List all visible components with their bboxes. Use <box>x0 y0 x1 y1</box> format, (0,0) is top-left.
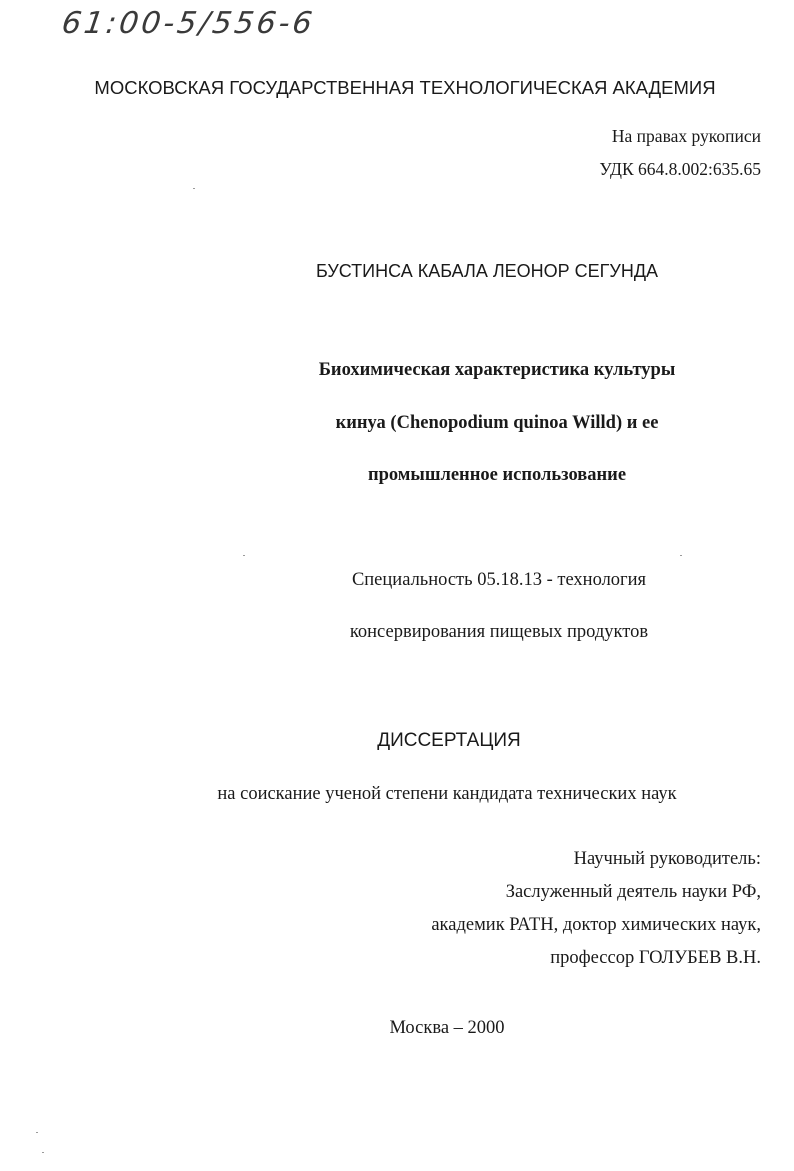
scan-speck <box>243 555 245 556</box>
supervisor-degrees: академик РАТН, доктор химических наук, <box>431 915 761 935</box>
udc-code: УДК 664.8.002:635.65 <box>599 159 761 179</box>
degree-sought: на соискание ученой степени кандидата технических наук <box>217 784 677 804</box>
rights-note: На правах рукописи <box>611 126 761 146</box>
supervisor-honor: Заслуженный деятель науки РФ, <box>505 882 761 902</box>
city-year: Москва – 2000 <box>389 1018 505 1038</box>
supervisor-heading: Научный руководитель: <box>573 849 761 869</box>
document-type: ДИССЕРТАЦИЯ <box>377 730 521 751</box>
handwritten-archive-number: 61:00-5/556-6 <box>59 6 318 41</box>
scan-speck <box>680 555 682 556</box>
dissertation-title-line-1: Биохимическая характеристика культуры <box>318 360 676 380</box>
institution-name: МОСКОВСКАЯ ГОСУДАРСТВЕННАЯ ТЕХНОЛОГИЧЕСКАЯ АКАДЕМИЯ <box>94 77 716 98</box>
scan-speck <box>36 1132 38 1133</box>
supervisor-name: профессор ГОЛУБЕВ В.Н. <box>550 948 761 968</box>
author-name: БУСТИНСА КАБАЛА ЛЕОНОР СЕГУНДА <box>315 261 659 281</box>
dissertation-title-line-2: кинуа (Chenopodium quinoa Willd) и ее <box>335 413 659 433</box>
dissertation-title-line-3: промышленное использование <box>367 465 627 485</box>
scan-speck <box>42 1152 44 1153</box>
specialty-line-1: Специальность 05.18.13 - технология <box>351 570 647 590</box>
specialty-line-2: консервирования пищевых продуктов <box>349 622 649 642</box>
scan-speck <box>193 188 195 189</box>
